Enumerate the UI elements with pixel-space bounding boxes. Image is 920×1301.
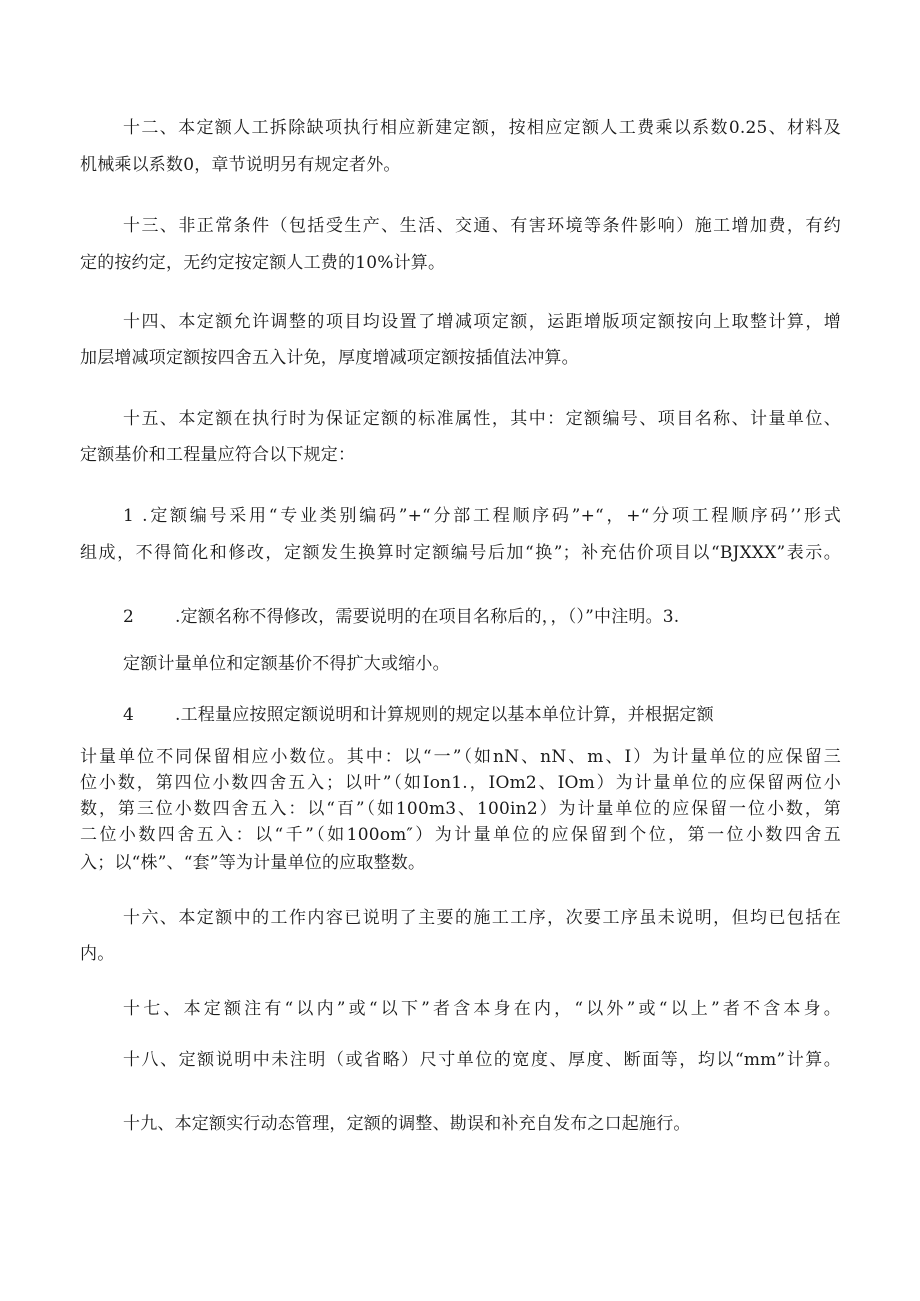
item-4-line-5: 二位小数四舍五入：以“千”（如100om″）为计量单位的应保留到个位，第一位小数四舍五 (80, 825, 841, 845)
item-4-line-1: .工程量应按照定额说明和计算规则的规定以基本单位计算，并根据定额 (175, 705, 714, 725)
paragraph-14-line-1: 十四、本定额允许调整的项目均设置了增减项定额，运距增版项定额按向上取整计算，增 (123, 312, 841, 332)
paragraph-14-line-2: 加层增减项定额按四舍五入计免，厚度增减项定额按插值法冲算。 (80, 348, 579, 368)
paragraph-13-line-1: 十三、非正常条件（包括受生产、生活、交通、有害环境等条件影响）施工增加费，有约 (123, 216, 841, 236)
item-4-line-3: 位小数，第四位小数四舍五入；以叶”（如Ion1.，IOm2、IOm）为计量单位的应保留两位小 (80, 773, 841, 793)
paragraph-18-line-1: 十八、定额说明中未注明（或省略）尺寸单位的宽度、厚度、断面等，均以“mm”计算。 (123, 1050, 841, 1070)
paragraph-15-line-1: 十五、本定额在执行时为保证定额的标准属性，其中：定额编号、项目名称、计量单位、 (123, 409, 841, 429)
item-1-line-1: 1 .定额编号采用“专业类别编码”+“分部工程顺序码”+“，+“分项工程顺序码’’形式 (123, 506, 841, 526)
item-1-line-2: 组成，不得简化和修改，定额发生换算时定额编号后加“换”；补充估价项目以“BJXXX”表示。 (80, 543, 841, 563)
item-2-line-1: .定额名称不得修改，需要说明的在项目名称后的，，（）”中注明。3. (175, 607, 680, 627)
paragraph-13-line-2: 定的按约定，无约定按定额人工费的10%计算。 (80, 253, 446, 273)
item-4-line-2: 计量单位不同保留相应小数位。其中：以“一”（如nN、nN、m、I）为计量单位的应保留三 (80, 747, 841, 767)
paragraph-16-line-2: 内。 (80, 944, 115, 964)
item-4-line-4: 数，第三位小数四舍五入：以“百”（如100m3、100in2）为计量单位的应保留一位小数，第 (80, 799, 841, 819)
paragraph-19-line-1: 十九、本定额实行动态管理，定额的调整、勘误和补充自发布之口起施行。 (123, 1114, 691, 1134)
paragraph-12-line-2: 机械乘以系数0，章节说明另有规定者外。 (80, 155, 401, 175)
item-2-number: 2 (123, 607, 135, 627)
paragraph-16-line-1: 十六、本定额中的工作内容已说明了主要的施工工序，次要工序虽未说明，但均已包括在 (123, 908, 841, 928)
item-4-number: 4 (123, 705, 135, 725)
paragraph-12-line-1: 十二、本定额人工拆除缺项执行相应新建定额，按相应定额人工费乘以系数0.25、材料及 (123, 118, 841, 138)
paragraph-17-line-1: 十七、本定额注有“以内”或“以下”者含本身在内，“以外”或“以上”者不含本身。 (123, 999, 841, 1019)
paragraph-15-line-2: 定额基价和工程量应符合以下规定： (80, 445, 356, 465)
item-2-line-2: 定额计量单位和定额基价不得扩大或缩小。 (123, 654, 450, 674)
item-4-line-6: 入；以“株”、“套”等为计量单位的应取整数。 (80, 853, 426, 873)
